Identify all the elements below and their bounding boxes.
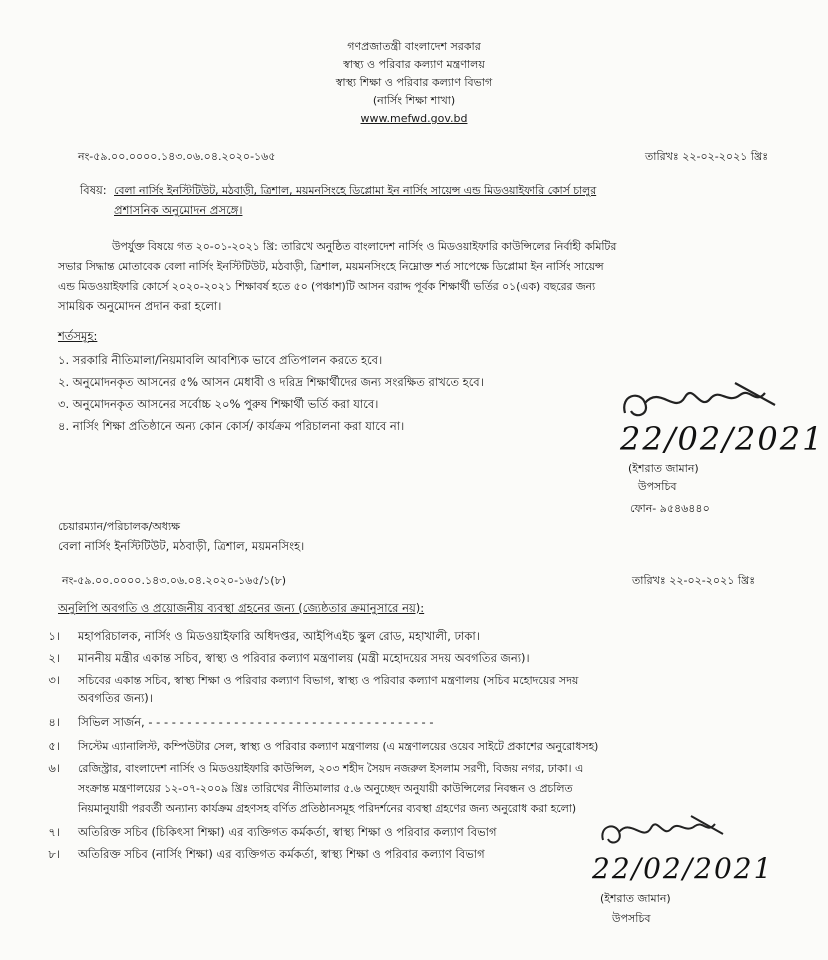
copy-item-6-line-2: সংক্রান্ত মন্ত্রণালয়ের ১২-০৭-২০০৯ খ্রিঃ তারিখের নীতিমালার ৫.৬ অনুচ্ছেদ অনুযায়ী কাউন্সিলের নিবন্ধন ও প্রচলিত bbox=[78, 782, 573, 795]
signer-name-1: (ইশরাত জামান) bbox=[628, 462, 699, 475]
signer-designation-2: উপসচিব bbox=[612, 912, 651, 925]
subject-line-2: প্রশাসনিক অনুমোদন প্রসঙ্গে। bbox=[114, 203, 243, 217]
copy-item-1: মহাপরিচালক, নার্সিং ও মিডওয়াইফারি অধিদপ্তর, আইপিএইচ স্কুল রোড, মহাখালী, ঢাকা। bbox=[78, 629, 480, 643]
body-line-2: সভার সিদ্ধান্ত মোতাবেক বেলা নার্সিং ইনস্টিটিউট, মঠবাড়ী, ত্রিশাল, ময়মনসিংহে নিম্নোক্ত শর্ত সাপেক্ষে ডিপ্লোমা ইন নার্সিং সায়েন্স bbox=[58, 260, 604, 273]
copy-num-1: ১। bbox=[48, 629, 60, 643]
signature-scribble-2 bbox=[595, 810, 745, 850]
memo2-date: তারিখঃ ২২-০২-২০২১ খ্রিঃ bbox=[632, 574, 756, 587]
header-division: স্বাস্থ্য শিক্ষা ও পরিবার কল্যাণ বিভাগ bbox=[335, 76, 493, 89]
copy-title: অনুলিপি অবগতি ও প্রয়োজনীয় ব্যবস্থা গ্রহনের জন্য (জ্যেষ্ঠতার ক্রমানুসারে নয়): bbox=[58, 601, 425, 615]
copy-num-3: ৩। bbox=[48, 673, 60, 687]
copy-item-5: সিস্টেম এ্যানালিস্ট, কম্পিউটার সেল, স্বাস্থ্য ও পরিবার কল্যাণ মন্ত্রণালয় (এ মন্ত্রণালয়ের ওয়েব সাইটে প্রকাশের অনুরোধসহ) bbox=[78, 740, 599, 753]
condition-item-4: ৪. নার্সিং শিক্ষা প্রতিষ্ঠানে অন্য কোন কোর্স/ কার্যক্রম পরিচালনা করা যাবে না। bbox=[58, 419, 405, 433]
addressee-title: চেয়ারম্যান/পরিচালক/অধ্যক্ষ bbox=[58, 520, 181, 533]
memo-number: নং-৫৯.০০.০০০০.১৪৩.০৬.০৪.২০২০-১৬৫ bbox=[78, 150, 276, 163]
copy-item-8: অতিরিক্ত সচিব (নার্সিং শিক্ষা) এর ব্যক্তিগত কর্মকর্তা, স্বাস্থ্য শিক্ষা ও পরিবার কল্যাণ বিভাগ bbox=[78, 847, 485, 861]
conditions-title: শর্তসমূহ: bbox=[58, 329, 98, 343]
copy-num-4: ৪। bbox=[48, 715, 60, 729]
condition-item-2: ২. অনুমোদনকৃত আসনের ৫% আসন মেধাবী ও দরিদ্র শিক্ষার্থীদের জন্য সংরক্ষিত রাখতে হবে। bbox=[58, 375, 484, 389]
copy-item-3-line-2: অবগতির জন্য)। bbox=[78, 691, 153, 705]
body-line-3: এন্ড মিডওয়াইফারি কোর্সে ২০২০-২০২১ শিক্ষাবর্ষ হতে ৫০ (পঞ্চাশ)টি আসন বরাদ্দ পূর্বক শিক্ষার্থী ভর্তির ০১(এক) বছরের জন্য bbox=[58, 280, 596, 293]
header-branch: (নার্সিং শিক্ষা শাখা) bbox=[372, 94, 456, 107]
signer-designation-1: উপসচিব bbox=[638, 480, 677, 493]
memo-date: তারিখঃ ২২-০২-২০২১ খ্রিঃ bbox=[645, 150, 769, 163]
body-line-1: উপর্যুক্ত বিষয়ে গত ২০-০১-২০২১ খ্রি: তারিখে অনুষ্ঠিত বাংলাদেশ নার্সিং ও মিডওয়াইফারি কাউন্সিলের নির্বাহী কমিটির bbox=[112, 240, 617, 253]
signature-date-2: 22/02/2021 bbox=[592, 852, 774, 885]
signature-scribble-1 bbox=[615, 375, 795, 425]
condition-item-3: ৩. অনুমোদনকৃত আসনের সর্বোচ্চ ২০% পুরুষ শিক্ষার্থী ভর্তি করা যাবে। bbox=[58, 397, 379, 411]
condition-item-1: ১. সরকারি নীতিমালা/নিয়মাবলি আবশ্যিক ভাবে প্রতিপালন করতে হবে। bbox=[58, 353, 383, 367]
copy-num-5: ৫। bbox=[48, 739, 60, 753]
signer-name-2: (ইশরাত জামান) bbox=[600, 892, 671, 905]
subject-label: বিষয়: bbox=[80, 183, 107, 197]
copy-num-6: ৬। bbox=[48, 761, 60, 775]
copy-num-8: ৮। bbox=[48, 847, 60, 861]
copy-item-2: মাননীয় মন্ত্রীর একান্ত সচিব, স্বাস্থ্য ও পরিবার কল্যাণ মন্ত্রণালয় (মন্ত্রী মহোদয়ের সদয় অবগতির জন্য)। bbox=[78, 651, 530, 665]
header-government: গণপ্রজাতন্ত্রী বাংলাদেশ সরকার bbox=[347, 40, 481, 53]
copy-item-3-line-1: সচিবের একান্ত সচিব, স্বাস্থ্য শিক্ষা ও পরিবার কল্যাণ বিভাগ, স্বাস্থ্য ও পরিবার কল্যাণ মন্ত্রণালয় (সচিব মহোদয়ের সদয় bbox=[78, 674, 579, 687]
copy-item-4: সিভিল সার্জন, - - - - - - - - - - - - - - - - - - - - - - - - - - - - - - - - - - - - - bbox=[78, 715, 434, 729]
memo2-number: নং-৫৯.০০.০০০০.১৪৩.০৬.০৪.২০২০-১৬৫/১(৮) bbox=[62, 574, 287, 587]
header-ministry: স্বাস্থ্য ও পরিবার কল্যাণ মন্ত্রণালয় bbox=[343, 58, 485, 71]
subject-line-1: বেলা নার্সিং ইনস্টিটিউট, মঠবাড়ী, ত্রিশাল, ময়মনসিংহে ডিপ্লোমা ইন নার্সিং সায়েন্স এন্ড মিডওয়াইফারি কোর্স চালুর bbox=[114, 184, 597, 197]
copy-num-7: ৭। bbox=[48, 825, 60, 839]
copy-item-7: অতিরিক্ত সচিব (চিকিৎসা শিক্ষা) এর ব্যক্তিগত কর্মকর্তা, স্বাস্থ্য শিক্ষা ও পরিবার কল্যাণ বিভাগ bbox=[78, 825, 497, 839]
copy-item-6-line-3: নিয়মানুযায়ী পরবর্তী অন্যান্য কার্যক্রম গ্রহণসহ বর্ণিত প্রতিষ্ঠানসমূহ পরিদর্শনের ব্যবস্থা গ্রহণের জন্য অনুরোধ করা হলো) bbox=[78, 802, 577, 815]
signature-date-1: 22/02/2021 bbox=[620, 420, 825, 458]
addressee-address: বেলা নার্সিং ইনস্টিটিউট, মঠবাড়ী, ত্রিশাল, ময়মনসিংহ। bbox=[58, 539, 305, 553]
header-website[interactable]: www.mefwd.gov.bd bbox=[360, 112, 468, 125]
copy-num-2: ২। bbox=[48, 651, 60, 665]
signer-phone: ফোন- ৯৫৪৬৪৪০ bbox=[630, 502, 710, 515]
copy-item-6-line-1: রেজিস্ট্রার, বাংলাদেশ নার্সিং ও মিডওয়াইফারি কাউন্সিল, ২০৩ শহীদ সৈয়দ নজরুল ইসলাম সরণী, বিজয় নগর, ঢাকা। এ bbox=[78, 762, 584, 775]
body-line-4: সাময়িক অনুমোদন প্রদান করা হলো। bbox=[58, 299, 222, 313]
